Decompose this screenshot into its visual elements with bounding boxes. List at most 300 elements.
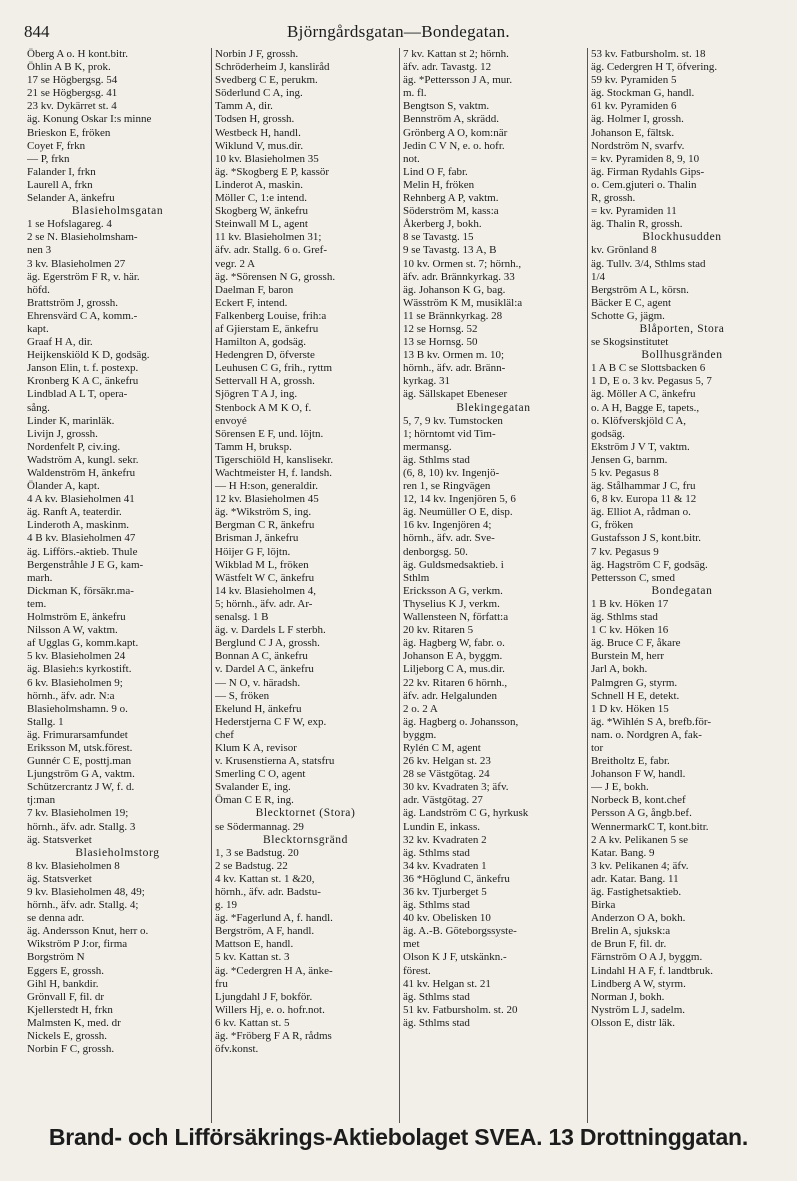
directory-entry: Bennström A, skrädd. bbox=[403, 113, 499, 126]
directory-entry: Rylén C M, agent bbox=[403, 741, 481, 754]
directory-entry: 7 kv. Blasieholmen 19; bbox=[27, 807, 129, 820]
directory-entry: de Brun F, fil. dr. bbox=[591, 938, 667, 951]
directory-entry: Tamm H, bruksp. bbox=[215, 440, 292, 453]
directory-entry: Kjellerstedt H, frkn bbox=[27, 1003, 113, 1016]
directory-entry: Grönvall F, fil. dr bbox=[27, 990, 105, 1003]
directory-entry: Wadström A, kungl. sekr. bbox=[27, 453, 139, 466]
street-heading: Blasieholmsgatan bbox=[71, 205, 164, 218]
directory-entry: kapt. bbox=[27, 322, 49, 335]
directory-entry: Sörensen E F, und. löjtn. bbox=[215, 427, 324, 440]
directory-entry: g. 19 bbox=[215, 899, 237, 912]
directory-entry: marh. bbox=[27, 571, 53, 584]
directory-entry: Settervall H A, grossh. bbox=[215, 375, 315, 388]
directory-entry: se Södermannag. 29 bbox=[215, 820, 304, 833]
directory-entry: Jedin C V N, e. o. hofr. bbox=[403, 139, 505, 152]
directory-entry: Nordström N, svarfv. bbox=[591, 139, 685, 152]
directory-entry: 12, 14 kv. Ingenjören 5, 6 bbox=[403, 493, 516, 506]
directory-entry: Waldenström H, änkefru bbox=[27, 467, 136, 479]
directory-entry: se Skogsinstitutet bbox=[591, 336, 669, 349]
directory-entry: Rehnberg A P, vaktm. bbox=[403, 192, 499, 205]
page-header bbox=[24, 22, 773, 44]
directory-entry: Ölander A, kapt. bbox=[27, 480, 100, 493]
directory-entry: sång. bbox=[27, 401, 50, 414]
page-number: 844 bbox=[24, 22, 50, 41]
directory-entry: Bengtson S, vaktm. bbox=[403, 100, 490, 113]
directory-entry: 1 D kv. Höken 15 bbox=[591, 702, 669, 715]
directory-entry: chef bbox=[215, 728, 234, 741]
directory-entry: äg. Johanson K G, bag. bbox=[403, 283, 506, 296]
directory-entry: 6 kv. Blasieholmen 9; bbox=[27, 676, 123, 689]
directory-entry: äg. Fastighetsaktieb. bbox=[591, 886, 682, 898]
directory-entry: Wikström P J:or, firma bbox=[27, 938, 128, 951]
directory-entry: Nordenfelt P, civ.ing. bbox=[27, 440, 121, 453]
directory-entry: Ekström J V T, vaktm. bbox=[591, 440, 690, 453]
directory-entry: Åkerberg J, bokh. bbox=[403, 218, 482, 231]
directory-entry: 9 se Tavastg. 13 A, B bbox=[403, 244, 497, 257]
directory-entry: äg. v. Dardels L F sterbh. bbox=[215, 624, 326, 637]
directory-entry: Liljeborg C A, mus.dir. bbox=[403, 663, 505, 676]
directory-entry: se denna adr. bbox=[27, 912, 85, 925]
directory-entry: byggm. bbox=[403, 728, 437, 741]
directory-entry: Westbeck H, handl. bbox=[215, 126, 301, 139]
directory-entry: 1 se Hofslagareg. 4 bbox=[27, 218, 112, 231]
directory-entry: Dickman K, försäkr.ma- bbox=[27, 584, 134, 597]
directory-entry: hörnh., äfv. adr. Badstu- bbox=[215, 886, 321, 898]
running-title: Björngårdsgatan—Bondegatan. bbox=[287, 22, 510, 41]
directory-entry: Ekelund H, änkefru bbox=[215, 702, 302, 715]
directory-entry: äg. Tullv. 3/4, Sthlms stad bbox=[591, 257, 706, 270]
directory-entry: äfv. adr. Helgalunden bbox=[403, 689, 497, 702]
directory-entry: 14 kv. Blasieholmen 4, bbox=[215, 584, 317, 597]
directory-entry: Schützercrantz J W, f. d. bbox=[27, 781, 135, 794]
directory-entry: hörnh., äfv. adr. N:a bbox=[27, 689, 115, 702]
street-heading: Blockhusudden bbox=[642, 231, 722, 244]
directory-entry: Wallensteen N, författ:a bbox=[403, 611, 509, 624]
directory-entry: = kv. Pyramiden 8, 9, 10 bbox=[591, 152, 700, 165]
directory-entry: 5 kv. Pegasus 8 bbox=[591, 467, 659, 479]
directory-entry: nen 3 bbox=[27, 244, 52, 257]
directory-entry: kv. Grönland 8 bbox=[591, 244, 657, 257]
directory-entry: Anderzon O A, bokh. bbox=[591, 912, 686, 925]
directory-entry: Lindberg A W, styrm. bbox=[591, 977, 686, 990]
directory-entry: 7 kv. Pegasus 9 bbox=[591, 545, 659, 558]
directory-entry: 1; hörntomt vid Tim- bbox=[403, 427, 496, 440]
directory-entry: äg. Sthlms stad bbox=[403, 899, 470, 912]
directory-entry: hörnh., äfv. adr. Stallg. 3 bbox=[27, 820, 136, 833]
directory-entry: Söderström M, kass:a bbox=[403, 205, 499, 218]
directory-entry: Olsson E, distr läk. bbox=[591, 1016, 676, 1029]
directory-entry: Heijkenskiöld K D, godsäg. bbox=[27, 349, 150, 362]
directory-entry: Eriksson M, utsk.förest. bbox=[27, 741, 133, 754]
directory-entry: hörnh., äfv. adr. Sve- bbox=[403, 532, 495, 545]
directory-entry: Norman J, bokh. bbox=[591, 990, 665, 1003]
directory-entry: 10 kv. Blasieholmen 35 bbox=[215, 152, 319, 165]
directory-entry: 28 se Västgötag. 24 bbox=[403, 768, 490, 781]
directory-entry: (6, 8, 10) kv. Ingenjö- bbox=[403, 467, 500, 479]
directory-entry: äg. Sthlms stad bbox=[403, 846, 470, 859]
directory-entry: 2 A kv. Pelikanen 5 se bbox=[591, 833, 689, 846]
directory-entry: Bergman C R, änkefru bbox=[215, 519, 315, 532]
directory-entry: 21 se Högbergsg. 41 bbox=[27, 87, 118, 100]
directory-entry: envoyé bbox=[215, 414, 247, 427]
directory-entry: äg. Möller A C, änkefru bbox=[591, 388, 696, 401]
directory-entry: Johanson E A, byggm. bbox=[403, 650, 503, 663]
directory-entry: Kronberg K A C, änkefru bbox=[27, 375, 139, 388]
directory-entry: Eckert F, intend. bbox=[215, 296, 288, 309]
directory-entry: Gunnér C E, posttj.man bbox=[27, 755, 132, 768]
directory-entry: Schröderheim J, kansliråd bbox=[215, 61, 330, 74]
directory-entry: äg. Sällskapet Ebeneser bbox=[403, 388, 508, 401]
directory-entry: 26 kv. Helgan st. 23 bbox=[403, 755, 491, 768]
directory-entry: 5; hörnh., äfv. adr. Ar- bbox=[215, 597, 313, 610]
directory-entry: Smerling C O, agent bbox=[215, 768, 306, 781]
directory-entry: Jensen G, barnm. bbox=[591, 453, 668, 466]
directory-entry: — H H:son, generaldir. bbox=[215, 480, 318, 493]
directory-entry: mermansg. bbox=[403, 440, 452, 453]
directory-entry: 1 D, E o. 3 kv. Pegasus 5, 7 bbox=[591, 375, 712, 388]
directory-entry: Hamilton A, godsäg. bbox=[215, 336, 307, 349]
directory-entry: 1 A B C se Slottsbacken 6 bbox=[591, 362, 706, 375]
street-heading: Blasieholmstorg bbox=[75, 846, 160, 859]
directory-entry: äg. Ranft A, teaterdir. bbox=[27, 506, 122, 519]
directory-entry: Ljungdahl J F, bokför. bbox=[215, 990, 313, 1003]
directory-entry: 40 kv. Obelisken 10 bbox=[403, 912, 491, 925]
directory-entry: äg. Sthlms stad bbox=[591, 611, 658, 624]
directory-entry: not. bbox=[403, 152, 420, 165]
directory-column-1 bbox=[24, 48, 212, 1123]
directory-entry: Stenbock A M K O, f. bbox=[215, 401, 312, 414]
footer-advertisement bbox=[0, 1124, 797, 1151]
directory-entry: Ehrensvärd C A, komm.- bbox=[27, 309, 138, 322]
directory-entry: Wachtmeister H, f. landsh. bbox=[215, 467, 333, 479]
directory-entry: Breitholtz E, fabr. bbox=[591, 755, 670, 768]
directory-entry: Blasieholmshamn. 9 o. bbox=[27, 702, 128, 715]
directory-entry: Borgström N bbox=[27, 951, 85, 964]
directory-entry: Öhlin A B K, prok. bbox=[27, 61, 111, 74]
directory-entry: äg. Thalin R, grossh. bbox=[591, 218, 683, 231]
directory-entry: 8 kv. Blasieholmen 8 bbox=[27, 859, 120, 872]
directory-entry: Norbin F C, grossh. bbox=[27, 1043, 115, 1056]
directory-entry: Holmström E, änkefru bbox=[27, 611, 126, 624]
directory-entry: Gustafsson J S, kont.bitr. bbox=[591, 532, 702, 545]
street-heading: Blekingegatan bbox=[456, 401, 531, 414]
street-heading: Blecktornet (Stora) bbox=[255, 807, 356, 820]
directory-entry: Ljungström G A, vaktm. bbox=[27, 768, 135, 781]
directory-entry: äg. Blasieh:s kyrkostift. bbox=[27, 663, 132, 676]
directory-entry: Brieskon E, fröken bbox=[27, 126, 111, 139]
directory-entry: äg. Firman Rydahls Gips- bbox=[591, 165, 705, 178]
directory-entry: Schnell H E, detekt. bbox=[591, 689, 680, 702]
directory-entry: 20 kv. Ritaren 5 bbox=[403, 624, 474, 637]
directory-entry: — N O, v. häradsh. bbox=[215, 676, 301, 689]
directory-entry: 9 kv. Blasieholmen 48, 49; bbox=[27, 886, 145, 898]
directory-entry: Daelman F, baron bbox=[215, 283, 294, 296]
directory-entry: vegr. 2 A bbox=[215, 257, 256, 270]
directory-entry: 2 se Badstug. 22 bbox=[215, 859, 288, 872]
directory-entry: äg. *Fröberg F A R, rådms bbox=[215, 1030, 332, 1043]
directory-entry: 11 kv. Blasieholmen 31; bbox=[215, 231, 322, 244]
directory-entry: Svedberg C E, perukm. bbox=[215, 74, 318, 87]
directory-entry: Lindahl H A F, f. landtbruk. bbox=[591, 964, 713, 977]
directory-entry: m. fl. bbox=[403, 87, 427, 100]
directory-entry: öfv.konst. bbox=[215, 1043, 259, 1056]
directory-entry: 30 kv. Kvadraten 3; äfv. bbox=[403, 781, 509, 794]
directory-entry: äg. Andersson Knut, herr o. bbox=[27, 925, 149, 938]
directory-entry: WennermarkC T, kont.bitr. bbox=[591, 820, 709, 833]
directory-entry: 12 se Hornsg. 52 bbox=[403, 322, 478, 335]
directory-entry: 53 kv. Fatbursholm. st. 18 bbox=[591, 48, 706, 60]
directory-entry: 34 kv. Kvadraten 1 bbox=[403, 859, 487, 872]
directory-entry: Lundin E, inkass. bbox=[403, 820, 480, 833]
directory-entry: 5 kv. Kattan st. 3 bbox=[215, 951, 290, 964]
directory-entry: senalsg. 1 B bbox=[215, 611, 269, 624]
directory-entry: af Ugglas G, komm.kapt. bbox=[27, 637, 139, 650]
directory-entry: Coyet F, frkn bbox=[27, 139, 86, 152]
directory-entry: Wiklund V, mus.dir. bbox=[215, 139, 304, 152]
directory-entry: Lindblad A L T, opera- bbox=[27, 388, 128, 401]
directory-entry: o. Klöfverskjöld C A, bbox=[591, 414, 687, 427]
directory-entry: Wästfelt W C, änkefru bbox=[215, 571, 315, 584]
directory-entry: Wikblad M L, fröken bbox=[215, 558, 309, 571]
directory-entry: 61 kv. Pyramiden 6 bbox=[591, 100, 677, 113]
directory-entry: Laurell A, frkn bbox=[27, 178, 93, 191]
directory-entry: 12 kv. Blasieholmen 45 bbox=[215, 493, 319, 506]
directory-entry: tj:man bbox=[27, 794, 56, 807]
directory-entry: Öberg A o. H kont.bitr. bbox=[27, 48, 128, 60]
directory-entry: 59 kv. Pyramiden 5 bbox=[591, 74, 677, 87]
directory-entry: Pettersson C, smed bbox=[591, 571, 676, 584]
directory-entry: Persson A G, ångb.bef. bbox=[591, 807, 692, 820]
directory-entry: Lind O F, fabr. bbox=[403, 165, 468, 178]
directory-entry: äfv. adr. Brännkyrkag. 33 bbox=[403, 270, 515, 283]
directory-entry: Bergström, A F, handl. bbox=[215, 925, 315, 938]
directory-entry: v. Krusenstierna A, statsfru bbox=[215, 755, 335, 768]
directory-entry: äfv. adr. Stallg. 6 o. Gref- bbox=[215, 244, 328, 257]
street-heading: Bollhusgränden bbox=[641, 349, 723, 362]
directory-entry: 8 se Tavastg. 15 bbox=[403, 231, 474, 244]
directory-entry: 4 B kv. Blasieholmen 47 bbox=[27, 532, 136, 545]
directory-entry: Ericksson A G, verkm. bbox=[403, 584, 503, 597]
directory-entry: Schotte G, jägm. bbox=[591, 309, 665, 322]
directory-entry: äg. *Sörensen N G, grossh. bbox=[215, 270, 336, 283]
directory-entry: Höijer G F, löjtn. bbox=[215, 545, 291, 558]
directory-entry: Grönberg A O, kom:när bbox=[403, 126, 508, 139]
directory-column-3 bbox=[400, 48, 588, 1123]
directory-entry: 2 se N. Blasieholmsham- bbox=[27, 231, 138, 244]
directory-entry: äg. Guldsmedsaktieb. i bbox=[403, 558, 504, 571]
directory-entry: äg. *Wikström S, ing. bbox=[215, 506, 312, 519]
directory-entry: 3 kv. Blasieholmen 27 bbox=[27, 257, 126, 270]
directory-entry: nam. o. Nordgren A, fak- bbox=[591, 728, 702, 741]
directory-entry: 17 se Högbergsg. 54 bbox=[27, 74, 118, 87]
directory-entry: äg. Sthlms stad bbox=[403, 990, 470, 1003]
directory-entry: Tamm A, dir. bbox=[215, 100, 273, 113]
directory-entry: äg. *Skogberg E P, kassör bbox=[215, 165, 330, 178]
directory-entry: 1, 3 se Badstug. 20 bbox=[215, 846, 299, 859]
directory-entry: Melin H, fröken bbox=[403, 178, 475, 191]
directory-entry: adr. Katar. Bang. 11 bbox=[591, 872, 679, 885]
directory-entry: äg. *Wihlén S A, brefb.för- bbox=[591, 715, 712, 728]
directory-entry: Möller C, 1:e intend. bbox=[215, 192, 307, 205]
directory-entry: Brisman J, änkefru bbox=[215, 532, 299, 545]
directory-entry: v. Dardel A C, änkefru bbox=[215, 663, 314, 676]
directory-entry: äg. Elliot A, rådman o. bbox=[591, 506, 691, 519]
directory-entry: äg. Lifförs.-aktieb. Thule bbox=[27, 545, 138, 558]
directory-entry: Tigerschiöld H, kanslisekr. bbox=[215, 453, 334, 466]
directory-entry: 36 *Höglund C, änkefru bbox=[403, 872, 510, 885]
directory-entry: äg. Stålhammar J C, fru bbox=[591, 480, 696, 493]
directory-entry: Johanson F W, handl. bbox=[591, 768, 686, 781]
directory-entry: Sthlm bbox=[403, 571, 430, 584]
directory-entry: äg. A.-B. Göteborgssyste- bbox=[403, 925, 517, 938]
directory-entry: Wäsström K M, musikläl:a bbox=[403, 296, 523, 309]
directory-entry: denborgsg. 50. bbox=[403, 545, 468, 558]
directory-entry: Söderlund C A, ing. bbox=[215, 87, 303, 100]
directory-entry: äg. Hagström C F, godsäg. bbox=[591, 558, 708, 571]
directory-entry: Leuhusen C G, frih., ryttm bbox=[215, 362, 333, 375]
directory-entry: o. A H, Bagge E, tapets., bbox=[591, 401, 700, 414]
directory-entry: Falkenberg Louise, frih:a bbox=[215, 309, 327, 322]
directory-entry: äg. Sthlms stad bbox=[403, 1016, 470, 1029]
directory-entry: äg. Statsverket bbox=[27, 872, 92, 885]
directory-entry: ren 1, se Ringvägen bbox=[403, 480, 491, 493]
directory-entry: Olson K J F, utskänkn.- bbox=[403, 951, 507, 964]
directory-entry: Gihl H, bankdir. bbox=[27, 977, 99, 990]
directory-entry: förest. bbox=[403, 964, 431, 977]
directory-entry: äg. Statsverket bbox=[27, 833, 92, 846]
directory-column-2 bbox=[212, 48, 400, 1123]
directory-entry: = kv. Pyramiden 11 bbox=[591, 205, 677, 218]
directory-entry: äg. *Cedergren H A, änke- bbox=[215, 964, 333, 977]
directory-entry: 5, 7, 9 kv. Tumstocken bbox=[403, 414, 503, 427]
directory-entry: 4 A kv. Blasieholmen 41 bbox=[27, 493, 135, 506]
directory-entry: Katar. Bang. 9 bbox=[591, 846, 655, 859]
directory-entry: 3 kv. Pelikanen 4; äfv. bbox=[591, 859, 689, 872]
directory-entry: äg. Neumüller O E, disp. bbox=[403, 506, 513, 519]
directory-entry: äg. Hagberg W, fabr. o. bbox=[403, 637, 505, 650]
directory-entry: tem. bbox=[27, 597, 47, 610]
directory-entry: Bonnan A C, änkefru bbox=[215, 650, 308, 663]
directory-entry: 2 o. 2 A bbox=[403, 702, 438, 715]
directory-entry: adr. Västgötag. 27 bbox=[403, 794, 483, 807]
directory-entry: Klum K A, revisor bbox=[215, 741, 297, 754]
street-heading: Bondegatan bbox=[651, 584, 713, 597]
directory-entry: Willers Hj, e. o. hofr.not. bbox=[215, 1003, 325, 1016]
directory-entry: 5 kv. Blasieholmen 24 bbox=[27, 650, 126, 663]
directory-entry: tor bbox=[591, 741, 604, 754]
directory-entry: Norbeck B, kont.chef bbox=[591, 794, 686, 807]
directory-entry: 11 se Brännkyrkag. 28 bbox=[403, 309, 503, 322]
directory-entry: o. Cem.gjuteri o. Thalin bbox=[591, 178, 697, 191]
directory-entry: äg. Holmer I, grossh. bbox=[591, 113, 684, 126]
directory-entry: Nickels E, grossh. bbox=[27, 1030, 108, 1043]
directory-entry: äg. Stockman G, handl. bbox=[591, 87, 695, 100]
directory-entry: 1 B kv. Höken 17 bbox=[591, 597, 669, 610]
directory-entry: — S, fröken bbox=[215, 689, 270, 702]
directory-entry: Todsen H, grossh. bbox=[215, 113, 295, 126]
directory-entry: 13 B kv. Ormen m. 10; bbox=[403, 349, 505, 362]
directory-entry: 23 kv. Dykärret st. 4 bbox=[27, 100, 117, 113]
directory-entry: äfv. adr. Tavastg. 12 bbox=[403, 61, 492, 74]
directory-entry: — P, frkn bbox=[27, 152, 70, 165]
directory-entry: Stallg. 1 bbox=[27, 715, 64, 728]
directory-entry: Graaf H A, dir. bbox=[27, 336, 93, 349]
directory-entry: Svalander E, ing. bbox=[215, 781, 291, 794]
directory-entry: met bbox=[403, 938, 420, 951]
directory-entry: äg. Frimurarsamfundet bbox=[27, 728, 128, 741]
directory-entry: 1 C kv. Höken 16 bbox=[591, 624, 669, 637]
directory-entry: fru bbox=[215, 977, 228, 990]
directory-entry: hörnh., äfv. adr. Bränn- bbox=[403, 362, 506, 375]
directory-entry: Färnström O A J, byggm. bbox=[591, 951, 703, 964]
directory-entry: Thyselius K J, verkm. bbox=[403, 597, 500, 610]
directory-entry: 16 kv. Ingenjören 4; bbox=[403, 519, 492, 532]
directory-entry: hörnh., äfv. adr. Stallg. 4; bbox=[27, 899, 139, 912]
directory-entry: 10 kv. Ormen st. 7; hörnh., bbox=[403, 257, 522, 270]
directory-entry: 22 kv. Ritaren 6 hörnh., bbox=[403, 676, 508, 689]
street-heading: Blecktornsgränd bbox=[262, 833, 348, 846]
directory-entry: Malmsten K, med. dr bbox=[27, 1016, 121, 1029]
directory-entry: Brattström J, grossh. bbox=[27, 296, 119, 309]
directory-entry: äg. Cedergren H T, öfvering. bbox=[591, 61, 718, 74]
directory-entry: — J E, bokh. bbox=[591, 781, 649, 794]
directory-entry: Hedengren D, öfverste bbox=[215, 349, 315, 362]
directory-entry: Falander I, frkn bbox=[27, 165, 96, 178]
directory-entry: äg. *Pettersson J A, mur. bbox=[403, 74, 513, 87]
directory-entry: 6, 8 kv. Europa 11 & 12 bbox=[591, 493, 697, 506]
directory-entry: G, fröken bbox=[591, 519, 634, 532]
directory-entry: R, grossh. bbox=[591, 192, 636, 205]
directory-entry: äg. Landström C G, hyrkusk bbox=[403, 807, 529, 820]
directory-entry: äg. Egerström F R, v. här. bbox=[27, 270, 140, 283]
directory-entry: Janson Elin, t. f. postexp. bbox=[27, 362, 139, 375]
directory-entry: Jarl A, bokh. bbox=[591, 663, 648, 676]
directory-entry: 7 kv. Kattan st 2; hörnh. bbox=[403, 48, 509, 60]
directory-entry: Birka bbox=[591, 899, 616, 912]
directory-entry: Linder K, marinläk. bbox=[27, 414, 115, 427]
directory-entry: Sjögren T A J, ing. bbox=[215, 388, 298, 401]
directory-entry: Eggers E, grossh. bbox=[27, 964, 104, 977]
directory-entry: Steinwall M L, agent bbox=[215, 218, 308, 231]
directory-entry: 1/4 bbox=[591, 270, 606, 283]
directory-entry: 41 kv. Helgan st. 21 bbox=[403, 977, 491, 990]
directory-entry: af Gjierstam E, änkefru bbox=[215, 322, 319, 335]
directory-entry: Bergenstråhle J E G, kam- bbox=[27, 558, 144, 571]
directory-entry: Hederstjerna C F W, exp. bbox=[215, 715, 327, 728]
advert-text: Brand- och Lifförsäkrings-Aktiebolaget SVEA. 13 Drottninggatan. bbox=[48, 1124, 749, 1150]
directory-entry: Nilsson A W, vaktm. bbox=[27, 624, 118, 637]
directory-entry: Linderot A, maskin. bbox=[215, 178, 303, 191]
directory-entry: Berglund C J A, grossh. bbox=[215, 637, 320, 650]
directory-entry: Öman C E R, ing. bbox=[215, 794, 294, 807]
directory-entry: 32 kv. Kvadraten 2 bbox=[403, 833, 487, 846]
street-heading: Blåporten, Stora bbox=[639, 322, 725, 335]
directory-columns bbox=[24, 48, 777, 1123]
directory-entry: höfd. bbox=[27, 283, 50, 296]
directory-entry: Norbin J F, grossh. bbox=[215, 48, 299, 60]
directory-entry: Nyström L J, sadelm. bbox=[591, 1003, 685, 1016]
directory-entry: äg. *Fagerlund A, f. handl. bbox=[215, 912, 333, 925]
directory-entry: äg. Hagberg o. Johansson, bbox=[403, 715, 519, 728]
directory-entry: 4 kv. Kattan st. 1 &20, bbox=[215, 872, 315, 885]
directory-entry: godsäg. bbox=[591, 427, 625, 440]
directory-entry: Mattson E, handl. bbox=[215, 938, 294, 951]
directory-entry: Livijn J, grossh. bbox=[27, 427, 98, 440]
directory-entry: Linderoth A, maskinm. bbox=[27, 519, 130, 532]
directory-entry: Skogberg W, änkefru bbox=[215, 205, 308, 218]
directory-entry: kyrkag. 31 bbox=[403, 375, 451, 388]
directory-entry: 13 se Hornsg. 50 bbox=[403, 336, 478, 349]
